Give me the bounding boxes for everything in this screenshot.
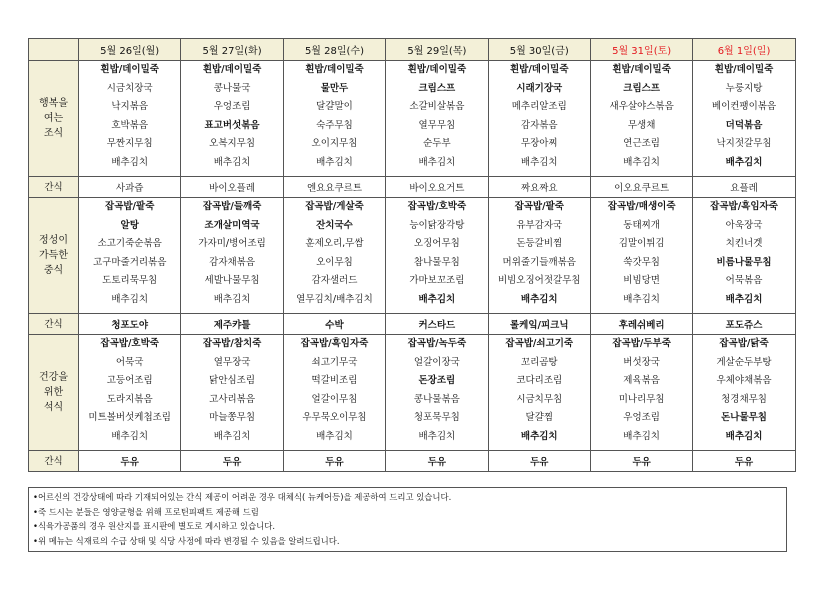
breakfast-day-cell	[386, 61, 488, 177]
menu-item: 세발나물무침	[204, 275, 260, 286]
menu-item: 흰밥/데이밀죽	[612, 64, 671, 75]
menu-item: 배추김치	[520, 293, 558, 305]
menu-item: 흰밥/데이밀죽	[100, 64, 159, 75]
menu-item: 오징어무침	[413, 238, 460, 249]
menu-item: 크림스프	[623, 82, 660, 94]
menu-item: 배추김치	[623, 293, 660, 305]
menu-item: 감자볶음	[520, 119, 558, 131]
menu-item: 배추김치	[725, 430, 763, 442]
menu-item: 잡곡밥/녹두죽	[407, 338, 467, 349]
menu-item: 치킨너겟	[725, 238, 763, 249]
menu-item: 배추김치	[623, 430, 660, 442]
menu-item: 머위줄기들깨볶음	[502, 256, 576, 268]
menu-item: 무생채	[627, 119, 656, 131]
snack-item: 청포도야	[79, 314, 181, 335]
snack-label: 간식	[29, 177, 79, 198]
breakfast-row	[29, 61, 796, 177]
menu-item: 꼬리곰탕	[520, 356, 558, 368]
menu-item: 호박볶음	[111, 119, 149, 131]
snack-item: 롤케잌/피크닉	[488, 314, 590, 335]
menu-item: 가자미/병어조림	[198, 238, 266, 249]
menu-item: 흰밥/데이밀죽	[509, 64, 569, 75]
menu-item: 달걀말이	[316, 101, 353, 112]
snack-item: 엔요요쿠르트	[283, 177, 385, 198]
menu-item: 쇠고기무국	[311, 356, 358, 368]
menu-item: 게살순두부탕	[716, 356, 772, 368]
breakfast-day-cell	[590, 61, 692, 177]
menu-item: 물만두	[320, 82, 349, 94]
dinner-day-cell	[283, 335, 385, 451]
menu-item: 오복지무침	[209, 138, 256, 149]
menu-item: 조개살미역국	[204, 219, 260, 231]
breakfast-label: 행복을 여는 조식	[29, 61, 79, 177]
menu-item: 떡갈비조림	[311, 375, 358, 386]
menu-item: 열무장국	[213, 356, 251, 368]
snack-item: 사과즙	[79, 177, 181, 198]
menu-item: 콩나물볶음	[413, 393, 460, 405]
menu-item: 잡곡밥/흑임자죽	[300, 338, 369, 349]
menu-item: 더덕볶음	[725, 119, 763, 131]
menu-item: 도라지볶음	[106, 393, 153, 405]
snack-label: 간식	[29, 314, 79, 335]
snack-item: 커스타드	[386, 314, 488, 335]
notes-box	[28, 487, 787, 552]
menu-item: 배추김치	[316, 430, 353, 442]
snack-item: 후레쉬베리	[590, 314, 692, 335]
date-header-row	[29, 39, 796, 61]
menu-item: 잡곡밥/호박죽	[100, 338, 159, 349]
dinner-day-cell	[590, 335, 692, 451]
date-header: 5월 26일(월)	[79, 39, 181, 61]
menu-item: 연근조림	[623, 138, 660, 149]
menu-item: 잡곡밥/쇠고기죽	[505, 338, 574, 349]
menu-item: 무장아찌	[520, 138, 558, 149]
weekly-menu-table	[28, 38, 796, 472]
dinner-day-cell	[488, 335, 590, 451]
menu-item: 참나물무침	[413, 256, 460, 268]
menu-item: 감자채볶음	[209, 256, 256, 268]
lunch-label: 정성이 가득한 중식	[29, 198, 79, 314]
menu-item: 미나리무침	[618, 393, 665, 405]
snack-item: 제주캬틀	[181, 314, 283, 335]
menu-item: 오이지무침	[311, 138, 358, 149]
menu-item: 버섯장국	[623, 356, 660, 368]
menu-item: 알탕	[120, 219, 139, 231]
lunch-day-cell	[181, 198, 283, 314]
date-header: 5월 27일(화)	[181, 39, 283, 61]
snack-row-afternoon	[29, 314, 796, 335]
menu-item: 감자샐러드	[311, 275, 358, 286]
menu-item: 배추김치	[418, 293, 456, 305]
menu-item: 베이컨팽이볶음	[711, 101, 777, 112]
dinner-row	[29, 335, 796, 451]
menu-item: 돈장조림	[418, 375, 456, 386]
note-line: •식육가공품의 경우 원산지를 표시판에 별도로 게시하고 있습니다.	[33, 521, 276, 531]
lunch-day-cell	[79, 198, 181, 314]
menu-item: 유부감자국	[516, 219, 563, 231]
snack-item: 요플레	[693, 177, 795, 198]
menu-item: 어묵국	[115, 356, 144, 368]
menu-item: 열무무침	[418, 119, 456, 131]
menu-item: 얼갈이무침	[311, 393, 358, 405]
menu-item: 소고기죽순볶음	[97, 238, 162, 249]
menu-item: 어묵볶음	[725, 275, 763, 286]
menu-item: 잡곡밥/매생이죽	[607, 201, 676, 212]
snack-item: 수박	[283, 314, 385, 335]
menu-item: 숙주무침	[316, 119, 353, 131]
breakfast-day-cell	[79, 61, 181, 177]
snack-item: 두유	[283, 451, 385, 472]
snack-item: 바이오요거트	[386, 177, 488, 198]
menu-item: 시금치무침	[516, 393, 563, 405]
menu-item: 잡곡밥/팥죽	[105, 201, 155, 212]
menu-item: 배추김치	[111, 156, 149, 168]
menu-item: 배추김치	[418, 430, 456, 442]
menu-item: 흰밥/데이밀죽	[407, 64, 467, 75]
menu-item: 표고버섯볶음	[204, 119, 260, 131]
menu-item: 달걀찜	[525, 412, 554, 423]
menu-item: 크림스프	[418, 82, 456, 94]
menu-item: 잡곡밥/두부죽	[612, 338, 671, 349]
menu-item: 잡곡밥/흑임자죽	[710, 201, 778, 212]
lunch-day-cell	[488, 198, 590, 314]
note-line: •어르신의 건강상태에 따라 기재되어있는 간식 제공이 어려운 경우 대체식( 뉴케어등)을 제공하여 드리고 있습니다.	[33, 492, 452, 502]
menu-item: 흰밥/데이밀죽	[714, 64, 774, 75]
menu-item: 오이무침	[316, 256, 353, 268]
menu-item: 메추리알조림	[511, 101, 567, 112]
snack-label: 간식	[29, 451, 79, 472]
menu-item: 잡곡밥/참치죽	[202, 338, 262, 349]
menu-item: 미트볼버섯케첩조림	[88, 412, 171, 423]
menu-item: 배추김치	[213, 156, 251, 168]
menu-item: 배추김치	[725, 156, 763, 168]
lunch-day-cell	[386, 198, 488, 314]
snack-item: 바이오플레	[181, 177, 283, 198]
menu-item: 청포묵무침	[413, 412, 460, 423]
menu-item: 동태찌개	[623, 219, 660, 231]
menu-item: 고구마줄거리볶음	[92, 256, 167, 268]
dinner-label: 건강을 위한 석식	[29, 335, 79, 451]
date-header-weekend: 5월 31일(토)	[590, 39, 692, 61]
menu-item: 소갈비살볶음	[409, 101, 465, 112]
snack-item: 포도쥬스	[693, 314, 795, 335]
menu-item: 우엉조림	[213, 101, 251, 112]
menu-item: 배추김치	[111, 293, 149, 305]
menu-item: 잡곡밥/게살죽	[305, 201, 364, 212]
menu-item: 잡곡밥/닭죽	[719, 338, 769, 349]
menu-item: 배추김치	[520, 430, 558, 442]
menu-item: 김말이튀김	[618, 238, 665, 249]
menu-item: 돈나물무침	[721, 412, 767, 423]
menu-item: 무짠지무침	[106, 138, 153, 149]
menu-item: 청경채무침	[721, 393, 767, 405]
menu-item: 돈등갈비찜	[516, 238, 563, 249]
menu-item: 닭안심조림	[209, 375, 256, 386]
menu-item: 우엉조림	[623, 412, 660, 423]
date-header: 5월 28일(수)	[283, 39, 385, 61]
dinner-day-cell	[79, 335, 181, 451]
menu-item: 콩나물국	[213, 82, 251, 94]
menu-item: 흰밥/데이밀죽	[202, 64, 262, 75]
snack-item: 두유	[181, 451, 283, 472]
menu-item: 배추김치	[520, 156, 558, 168]
dinner-day-cell	[181, 335, 283, 451]
date-header: 5월 29일(목)	[386, 39, 488, 61]
menu-item: 잔치국수	[316, 219, 353, 231]
snack-item: 두유	[79, 451, 181, 472]
menu-item: 잡곡밥/호박죽	[407, 201, 467, 212]
snack-item: 두유	[693, 451, 795, 472]
dinner-day-cell	[386, 335, 488, 451]
menu-item: 배추김치	[213, 293, 251, 305]
snack-item: 두유	[386, 451, 488, 472]
menu-item: 낙지볶음	[111, 101, 149, 112]
menu-item: 코다리조림	[516, 375, 563, 386]
menu-item: 고사리볶음	[209, 393, 256, 405]
menu-item: 우체야채볶음	[716, 375, 772, 386]
menu-item: 훈제오리,무쌈	[305, 238, 364, 249]
menu-item: 얼갈이장국	[413, 356, 460, 368]
menu-item: 우무묵오이무침	[302, 412, 367, 423]
menu-item: 흰밥/데이밀죽	[305, 64, 364, 75]
snack-row-morning	[29, 177, 796, 198]
menu-item: 시래기장국	[516, 82, 563, 94]
menu-item: 순두부	[423, 138, 451, 149]
snack-row-evening	[29, 451, 796, 472]
menu-item: 아욱장국	[725, 219, 763, 231]
menu-item: 배추김치	[725, 293, 763, 305]
lunch-day-cell	[590, 198, 692, 314]
menu-item: 열무김치/배추김치	[296, 293, 373, 305]
menu-item: 고등어조림	[106, 375, 153, 386]
dinner-day-cell	[693, 335, 795, 451]
menu-item: 능이닭장각탕	[409, 219, 465, 231]
breakfast-day-cell	[283, 61, 385, 177]
menu-item: 쑥갓무침	[623, 256, 660, 268]
menu-item: 새우살야스볶음	[609, 101, 674, 112]
lunch-day-cell	[283, 198, 385, 314]
menu-item: 시금치장국	[106, 82, 153, 94]
menu-item: 비름나물무침	[716, 256, 772, 268]
menu-item: 비빔오징어젓갈무침	[497, 275, 581, 286]
menu-item: 잡곡밥/팥죽	[514, 201, 564, 212]
menu-item: 배추김치	[418, 156, 456, 168]
menu-item: 배추김치	[111, 430, 149, 442]
note-line: •위 메뉴는 식재료의 수급 상태 및 식당 사정에 따라 변경될 수 있음을 알려드립니다.	[33, 535, 340, 546]
lunch-row	[29, 198, 796, 314]
lunch-day-cell	[693, 198, 795, 314]
note-line: •죽 드시는 분들은 영양균형을 위해 프로틴피팩트 제공해 드림	[33, 506, 259, 517]
menu-item: 비빔당면	[623, 275, 660, 286]
menu-item: 누룽지탕	[725, 82, 763, 94]
menu-item: 가마보꼬조림	[409, 275, 465, 286]
menu-item: 배추김치	[623, 156, 660, 168]
breakfast-day-cell	[488, 61, 590, 177]
snack-item: 두유	[488, 451, 590, 472]
snack-item: 이오요쿠르트	[590, 177, 692, 198]
menu-item: 낙지젓갈무침	[716, 138, 772, 149]
menu-item: 배추김치	[316, 156, 353, 168]
menu-item: 제육볶음	[623, 375, 660, 386]
header-corner	[29, 39, 79, 61]
breakfast-day-cell	[181, 61, 283, 177]
date-header: 5월 30일(금)	[488, 39, 590, 61]
menu-item: 도토리묵무침	[102, 275, 158, 286]
breakfast-day-cell	[693, 61, 795, 177]
snack-item: 짜요짜요	[488, 177, 590, 198]
snack-item: 두유	[590, 451, 692, 472]
menu-item: 잡곡밥/들깨죽	[202, 201, 262, 212]
menu-item: 배추김치	[213, 430, 251, 442]
date-header-weekend: 6월 1일(일)	[693, 39, 795, 61]
menu-item: 마늘쫑무침	[209, 412, 256, 423]
